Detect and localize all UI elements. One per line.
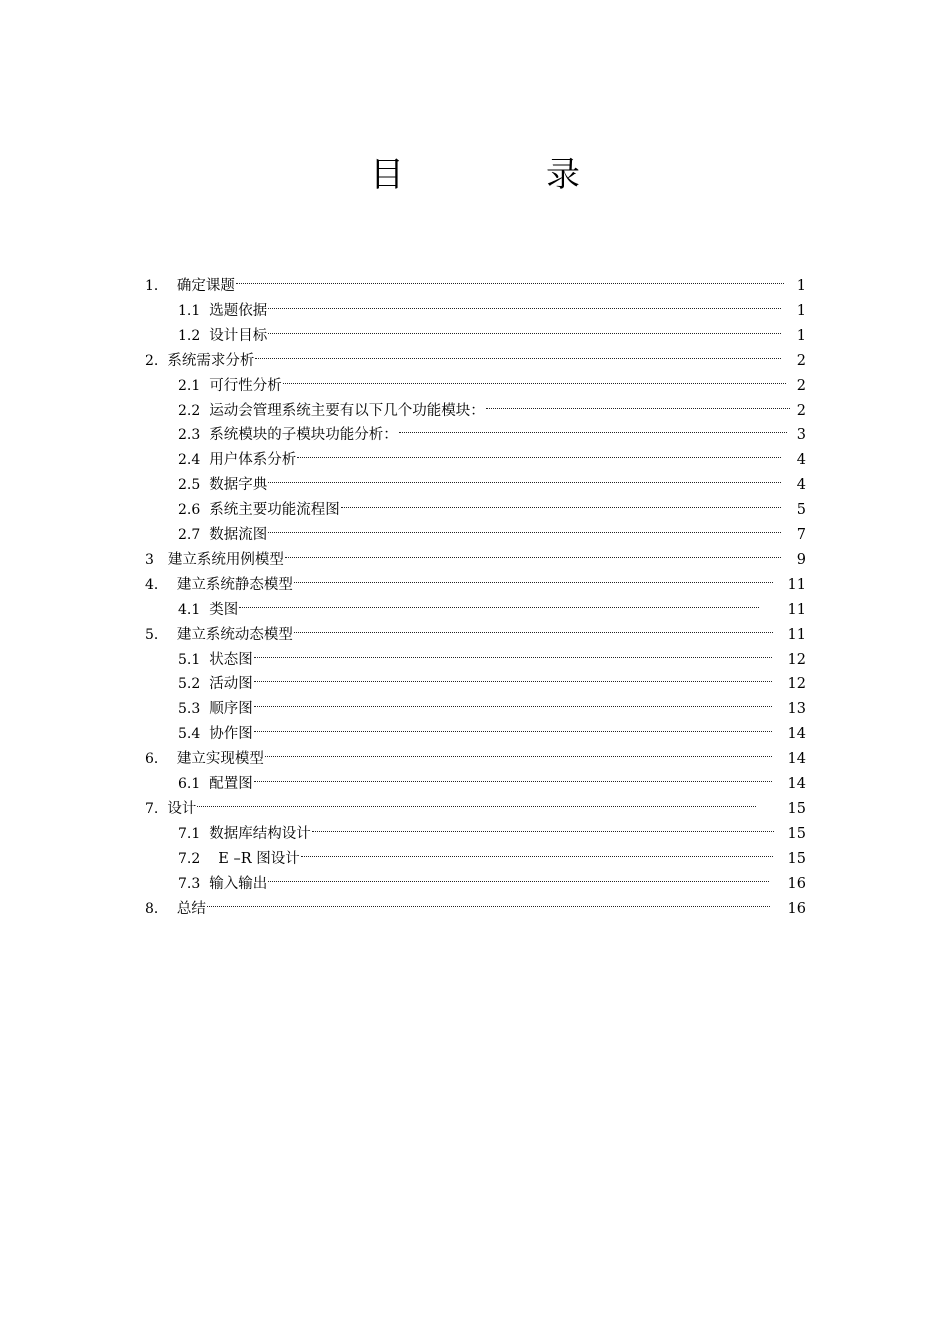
toc-entry[interactable] xyxy=(145,565,806,593)
toc-entry[interactable] xyxy=(145,739,806,768)
toc-entry-title: 建立系统动态模型 xyxy=(176,626,293,643)
toc-entry[interactable] xyxy=(178,415,806,444)
toc-entry-number: 5.3 xyxy=(178,701,201,718)
toc-leader-dots xyxy=(268,864,768,888)
toc-entry[interactable] xyxy=(145,615,806,643)
toc-entry[interactable] xyxy=(178,291,806,319)
toc-leader-dots xyxy=(268,465,781,489)
toc-entry-title: 类图 xyxy=(209,601,239,618)
toc-entry-page: 11 xyxy=(787,626,806,643)
toc-leader-dots xyxy=(254,664,772,688)
toc-entry[interactable] xyxy=(178,839,806,867)
toc-entry[interactable] xyxy=(145,789,806,817)
toc-entry-page: 16 xyxy=(787,900,806,917)
toc-entry[interactable] xyxy=(178,664,806,693)
toc-entry-number: 2.3 xyxy=(178,427,201,444)
toc-entry[interactable] xyxy=(178,590,806,618)
toc-entry-number: 7.2 xyxy=(178,850,201,867)
toc-entry-page: 14 xyxy=(787,751,806,768)
toc-leader-dots xyxy=(268,316,781,340)
toc-entry[interactable] xyxy=(178,515,806,543)
toc-entry-page: 9 xyxy=(796,551,806,568)
toc-leader-dots xyxy=(236,266,784,290)
toc-entry-page: 1 xyxy=(796,327,806,344)
toc-entry-number: 2. xyxy=(145,352,159,369)
toc-leader-dots xyxy=(285,540,781,564)
toc-leader-dots xyxy=(297,440,781,464)
toc-entry-page: 4 xyxy=(796,452,806,469)
toc-entry-number: 6.1 xyxy=(178,776,201,792)
toc-leader-dots xyxy=(265,739,772,763)
toc-entry-title: 系统需求分析 xyxy=(167,352,255,369)
toc-entry-number: 2.5 xyxy=(178,477,201,494)
toc-entry-number: 6． xyxy=(145,751,168,768)
toc-leader-dots xyxy=(254,714,772,738)
toc-leader-dots xyxy=(399,415,787,439)
toc-entry-page: 14 xyxy=(787,726,806,743)
toc-entry-page: 11 xyxy=(787,601,806,618)
toc-leader-dots xyxy=(255,341,781,365)
toc-leader-dots xyxy=(254,689,772,713)
toc-entry-title: 设计 xyxy=(167,800,197,817)
toc-entry[interactable] xyxy=(178,764,806,792)
toc-entry-page: 7 xyxy=(796,527,806,543)
toc-entry-title: 设计目标 xyxy=(209,327,268,344)
toc-leader-dots xyxy=(301,839,773,863)
toc-leader-dots xyxy=(294,565,773,589)
toc-leader-dots xyxy=(486,391,790,415)
toc-entry[interactable] xyxy=(145,341,806,369)
toc-entry-number: 5.1 xyxy=(178,651,201,668)
toc-entry-page: 4 xyxy=(796,477,806,494)
toc-leader-dots xyxy=(294,615,773,639)
toc-entry-page: 14 xyxy=(787,776,806,792)
toc-entry-page: 16 xyxy=(787,875,806,892)
toc-entry-title: 数据流图 xyxy=(209,527,268,543)
toc-entry-title: 顺序图 xyxy=(209,701,253,718)
toc-leader-dots xyxy=(207,889,770,913)
toc-leader-dots xyxy=(312,814,774,838)
toc-entry-page: 2 xyxy=(796,402,806,419)
toc-entry[interactable] xyxy=(145,266,806,294)
toc-entry-title: 建立实现模型 xyxy=(176,751,264,768)
toc-entry-number: 3 xyxy=(145,551,154,568)
toc-entry-number: 2.7 xyxy=(178,527,201,543)
toc-entry-number: 5.2 xyxy=(178,676,201,693)
toc-entry[interactable] xyxy=(145,889,806,917)
toc-entry-title: 活动图 xyxy=(209,676,253,693)
toc-entry-page: 13 xyxy=(787,701,806,718)
toc-leader-dots xyxy=(283,366,786,390)
toc-leader-dots xyxy=(254,640,772,664)
toc-leader-dots xyxy=(268,291,781,315)
toc-entry[interactable] xyxy=(145,540,806,568)
toc-entry-number: 2.6 xyxy=(178,502,201,519)
toc-entry-title: 用户体系分析 xyxy=(209,452,297,469)
toc-entry-number: 2.4 xyxy=(178,452,201,469)
toc-entry-number: 4.1 xyxy=(178,601,201,618)
toc-entry-title: 协作图 xyxy=(209,726,253,743)
toc-entry-page: 2 xyxy=(796,377,806,394)
toc-entry[interactable] xyxy=(178,689,806,718)
toc-entry-title: 输入输出 xyxy=(209,875,268,892)
toc-entry-number: 7.3 xyxy=(178,875,201,892)
toc-entry-number: 1.1 xyxy=(178,302,201,319)
toc-entry-number: 8． xyxy=(145,900,168,917)
toc-entry[interactable] xyxy=(178,465,806,494)
toc-entry[interactable] xyxy=(178,640,806,668)
toc-entry-number: 2.2 xyxy=(178,402,201,419)
toc-entry[interactable] xyxy=(178,440,806,469)
toc-entry[interactable] xyxy=(178,864,806,892)
toc-entry-page: 11 xyxy=(787,576,806,593)
toc-entry-page: 3 xyxy=(796,427,806,444)
toc-entry-page: 12 xyxy=(787,676,806,693)
toc-entry-page: 15 xyxy=(787,825,806,842)
toc-entry[interactable] xyxy=(178,316,806,344)
toc-entry[interactable] xyxy=(178,366,806,394)
toc-leader-dots xyxy=(197,789,755,813)
toc-leader-dots xyxy=(268,515,781,539)
toc-leader-dots xyxy=(239,590,758,614)
toc-entry[interactable] xyxy=(178,814,806,842)
toc-entry-page: 12 xyxy=(787,651,806,668)
toc-entry-title: 状态图 xyxy=(209,651,253,668)
toc-entry-title: 可行性分析 xyxy=(209,377,282,394)
toc-entry-title: E –R 图设计 xyxy=(218,850,300,867)
toc-entry-number: 1． xyxy=(145,278,168,294)
toc-entry-title: 数据库结构设计 xyxy=(209,825,311,842)
toc-entry-title: 确定课题 xyxy=(176,278,235,294)
toc-entry-number: 5． xyxy=(145,626,168,643)
toc-entry-title: 系统主要功能流程图 xyxy=(209,502,340,519)
toc-entry-title: 运动会管理系统主要有以下几个功能模块： xyxy=(209,402,485,419)
toc-entry-number: 2.1 xyxy=(178,377,201,394)
toc-entry-number: 7. xyxy=(145,800,159,817)
toc-leader-dots xyxy=(341,490,781,514)
toc-entry-title: 建立系统静态模型 xyxy=(176,576,293,593)
toc-entry-number: 4． xyxy=(145,576,168,593)
toc-entry-title: 系统模块的子模块功能分析： xyxy=(209,427,398,444)
toc-entry-page: 1 xyxy=(796,302,806,319)
toc-entry-title: 选题依据 xyxy=(209,302,268,319)
toc-entry[interactable] xyxy=(178,391,806,419)
toc-entry[interactable] xyxy=(178,490,806,519)
toc-entry-title: 配置图 xyxy=(209,776,253,792)
toc-entry-number: 1.2 xyxy=(178,327,201,344)
toc-entry-number: 5.4 xyxy=(178,726,201,743)
toc-entry-title: 总结 xyxy=(176,900,206,917)
toc-entry-page: 1 xyxy=(796,278,806,294)
toc-leader-dots xyxy=(254,764,772,788)
toc-entry-number: 7.1 xyxy=(178,825,201,842)
toc-entry[interactable] xyxy=(178,714,806,743)
toc-entry-title: 建立系统用例模型 xyxy=(167,551,284,568)
page-title: 目 录 xyxy=(370,155,634,195)
toc-entry-page: 5 xyxy=(796,502,806,519)
toc-entry-page: 15 xyxy=(787,800,806,817)
toc-entry-title: 数据字典 xyxy=(209,477,268,494)
toc-entry-page: 2 xyxy=(796,352,806,369)
toc-entry-page: 15 xyxy=(787,850,806,867)
